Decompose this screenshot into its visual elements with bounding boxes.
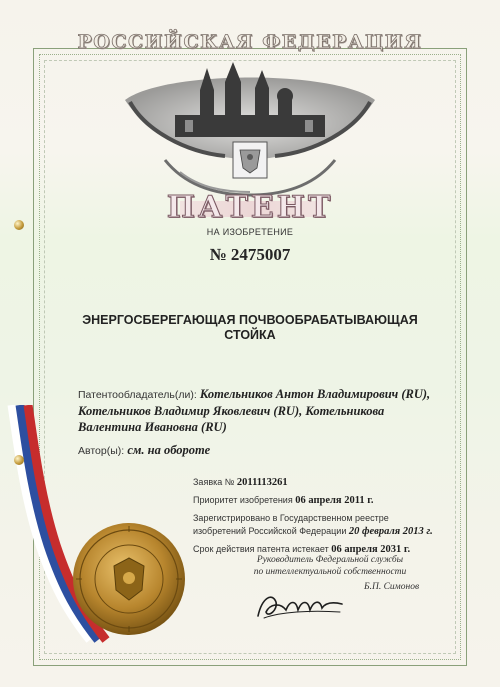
priority-label: Приоритет изобретения [193,495,293,505]
application-number: 2011113261 [236,477,288,488]
official-title-line1: Руководитель Федеральной службы [256,555,404,565]
expiry-date: 06 апреля 2031 г. [331,544,411,555]
registered-line2: изобретений Российской Федерации [193,526,347,536]
registered-date: 20 февраля 2013 г. [348,526,433,537]
authors-label: Автор(ы): [78,445,125,457]
handwritten-signature [250,588,350,624]
gold-seal-icon [70,520,188,638]
expiry-label: Срок действия патента истекает [193,544,329,554]
country-header: РОССИЙСКАЯ ФЕДЕРАЦИЯ [77,31,423,53]
patent-title: ПАТЕНТ [166,190,334,225]
patent-number: № 2475007 [209,245,291,264]
owner-line3: Валентина Ивановна (RU) [78,420,227,434]
owner-line1: Котельников Антон Владимирович (RU), [199,387,431,401]
registration-details [193,476,458,556]
application-label: Заявка № [193,477,235,487]
official-title-line2: по интеллектуальной собственности [253,567,407,577]
patent-subtitle: НА ИЗОБРЕТЕНИЕ [206,227,294,237]
binder-hole-top [14,220,24,230]
official-title [230,554,430,578]
priority-date: 06 апреля 2011 г. [295,495,374,506]
authors-value: см. на обороте [127,443,211,457]
invention-name-line2: СТОЙКА [224,328,276,342]
binder-hole-bottom [14,455,24,465]
owners-label: Патентообладатель(ли): [78,389,197,401]
kremlin-emblem-icon [105,60,395,200]
signer-name: Б.П. Симонов [364,582,420,592]
owner-line2: Котельников Владимир Яковлевич (RU), Котельникова [78,404,385,418]
invention-name-line1: ЭНЕРГОСБЕРЕГАЮЩАЯ ПОЧВООБРАБАТЫВАЮЩАЯ [82,313,418,327]
registered-line1: Зарегистрировано в Государственном реестре [193,513,389,523]
invention-name [70,313,430,343]
